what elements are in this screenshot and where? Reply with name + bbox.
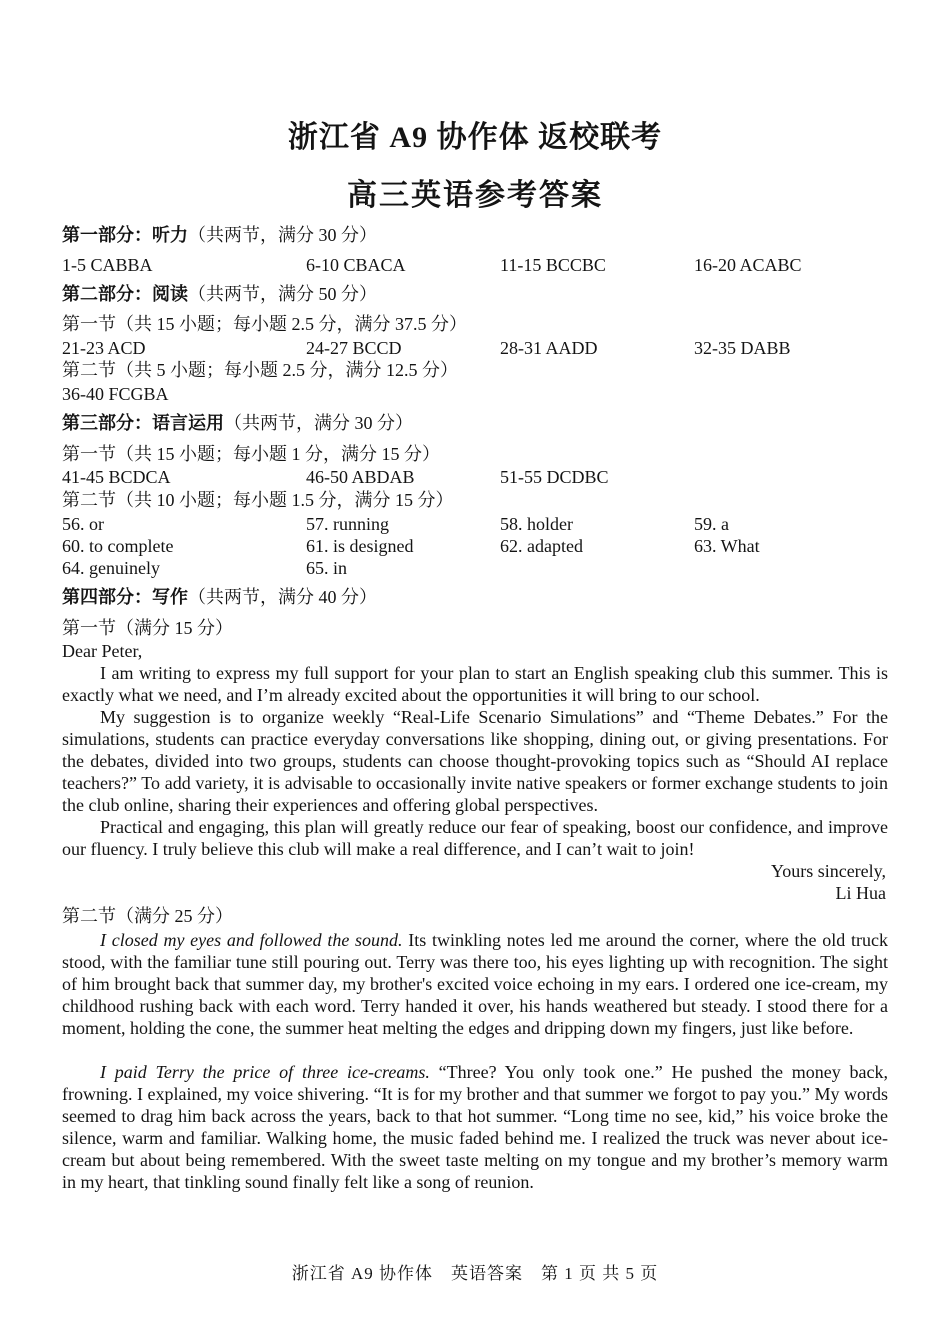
part2-note: （共两节，满分 50 分） <box>188 284 377 304</box>
part2-heading-line <box>62 283 377 305</box>
answer-group: 36-40 FCGBA <box>62 384 169 404</box>
part1-note: （共两节，满分 30 分） <box>188 225 377 245</box>
story-paragraph <box>62 1061 888 1193</box>
document-title: 浙江省 A9 协作体 返校联考 <box>287 121 663 154</box>
answer-item: 62. adapted <box>500 536 583 556</box>
part4-heading: 第四部分：写作 <box>62 587 188 607</box>
part2-section2-answers <box>62 383 892 405</box>
answer-item: 60. to complete <box>62 536 174 556</box>
answer-item: 56. or <box>62 514 104 534</box>
part4-section1-heading: 第一节（满分 15 分） <box>62 618 233 638</box>
part3-section2-answers-row2 <box>62 535 892 557</box>
answer-item: 58. holder <box>500 514 573 534</box>
part3-heading-line <box>62 412 413 434</box>
part1-answers-row <box>62 254 892 276</box>
letter-signature: Li Hua <box>835 883 886 903</box>
part3-section2-answers-row1 <box>62 513 892 535</box>
answer-group: 28-31 AADD <box>500 338 598 358</box>
answer-group: 6-10 CBACA <box>306 255 406 275</box>
part2-section1-heading: 第一节（共 15 小题；每小题 2.5 分，满分 37.5 分） <box>62 314 467 334</box>
answer-item: 63. What <box>694 536 760 556</box>
document-subtitle: 高三英语参考答案 <box>347 179 603 212</box>
part3-note: （共两节，满分 30 分） <box>224 413 413 433</box>
part3-heading: 第三部分：语言运用 <box>62 413 224 433</box>
story-paragraph <box>62 929 888 1039</box>
answer-item: 61. is designed <box>306 536 414 556</box>
part3-section1-answers <box>62 466 892 488</box>
answer-item: 65. in <box>306 558 348 578</box>
letter-paragraph: My suggestion is to organize weekly “Real-Life Scenario Simulations” and “Theme Debates.” For the simulations, students can practice everyday conversations like shopping, dining out, or giving presentations. For the debates, divided into two groups, students can choose thought-provoking topics such as “Should AI replace teachers?” To add variety, it is advisable to occasionally invite native speakers or former exchange students to join the club online, sharing their experiences and offering global perspectives. <box>62 707 888 815</box>
letter-closing: Yours sincerely, <box>771 861 886 881</box>
answer-group: 32-35 DABB <box>694 338 791 358</box>
story-body: Its twinkling notes led me around the corner, where the old truck stood, with the familiar tune still pouring out. Terry was there too, his eyes lighting up with recognition. The sight of him brought back that summer day, my brother's excited voice echoing in my ears. I ordered one ice-cream, my childhood rushing back with each word. Terry handed it over, his hands weathered but steady. I stood there for a moment, holding the cone, the summer heat melting the edges and dripping down my fingers, just like before. <box>62 930 888 1038</box>
part2-section2-heading: 第二节（共 5 小题；每小题 2.5 分，满分 12.5 分） <box>62 360 458 380</box>
part3-section2-answers-row3 <box>62 557 892 579</box>
answer-item: 64. genuinely <box>62 558 160 578</box>
part2-section1-answers <box>62 337 892 359</box>
part2-heading: 第二部分：阅读 <box>62 284 188 304</box>
part4-note: （共两节，满分 40 分） <box>188 587 377 607</box>
story-body: “Three? You only took one.” He pushed the money back, frowning. I explained, my voice shivering. “It is for my brother and that summer we forgot to pay you.” My words seemed to drag him back across the years, back to that hot summer. “Long time no see, kid,” his voice broke the silence, warm and familiar. Walking home, the music faded behind me. I realized the truck was never about ice-cream but about being remembered. With the sweet taste melting on my tongue and my brother’s memory warm in my heart, that tinkling sound finally felt like a song of reunion. <box>62 1062 888 1192</box>
page-footer: 浙江省 A9 协作体 英语答案 第 1 页 共 5 页 <box>291 1264 659 1283</box>
answer-group: 16-20 ACABC <box>694 255 802 275</box>
answer-group: 41-45 BCDCA <box>62 467 171 487</box>
part4-heading-line <box>62 586 377 608</box>
answer-group: 21-23 ACD <box>62 338 146 358</box>
part1-heading: 第一部分：听力 <box>62 225 188 245</box>
part1-heading-line <box>62 224 377 246</box>
answer-group: 24-27 BCCD <box>306 338 402 358</box>
answer-item: 57. running <box>306 514 389 534</box>
story-lead-sentence: I closed my eyes and followed the sound. <box>100 930 403 950</box>
answer-group: 1-5 CABBA <box>62 255 153 275</box>
part3-section1-heading: 第一节（共 15 小题；每小题 1 分，满分 15 分） <box>62 444 440 464</box>
story-lead-sentence: I paid Terry the price of three ice-creams. <box>100 1062 430 1082</box>
answer-group: 51-55 DCDBC <box>500 467 609 487</box>
answer-group: 46-50 ABDAB <box>306 467 415 487</box>
part3-section2-heading: 第二节（共 10 小题；每小题 1.5 分，满分 15 分） <box>62 490 454 510</box>
answer-group: 11-15 BCCBC <box>500 255 606 275</box>
part4-section2-heading: 第二节（满分 25 分） <box>62 906 233 926</box>
letter-paragraph: I am writing to express my full support for your plan to start an English speaking club this summer. This is exactly what we need, and I’m already excited about the opportunities it will bring to our school. <box>62 663 888 705</box>
letter-paragraph: Practical and engaging, this plan will greatly reduce our fear of speaking, boost our confidence, and improve our fluency. I truly believe this club will make a real difference, and I can’t wait to join! <box>62 817 888 859</box>
answer-item: 59. a <box>694 514 729 534</box>
letter-greeting: Dear Peter, <box>62 641 143 661</box>
